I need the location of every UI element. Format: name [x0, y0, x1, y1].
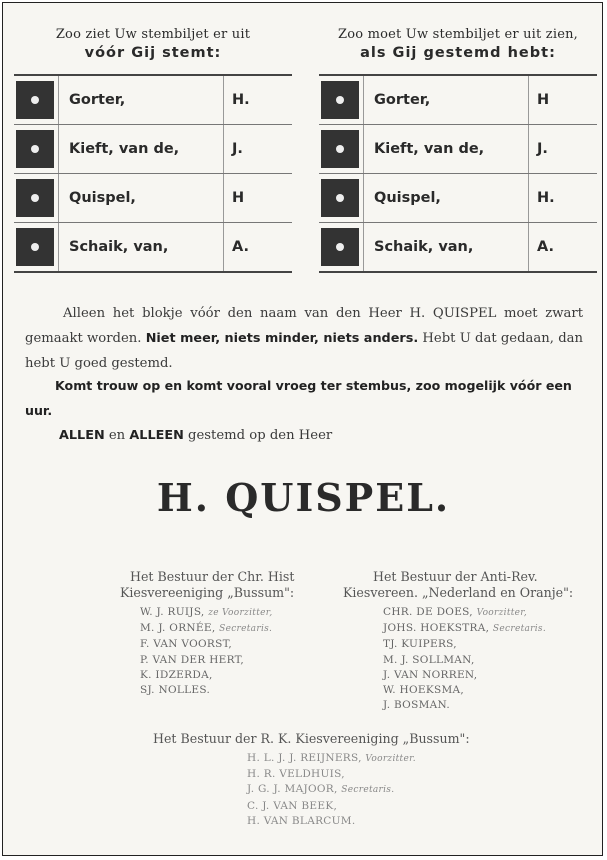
ballot-row	[319, 125, 597, 174]
committee-member: SJ. NOLLES.	[140, 684, 211, 697]
instruction-text: Alleen het blokje vóór den naam van den Heer H. QUISPEL moet zwart gemaakt worden.	[25, 306, 583, 346]
instruction-emphasis: Niet meer, niets minder, niets anders.	[145, 331, 419, 346]
ballot-row	[14, 75, 292, 125]
candidate-name: Quispel,	[364, 174, 529, 223]
vote-line-rest: gestemd op den Heer	[188, 428, 333, 443]
candidate-initial: H	[529, 75, 598, 125]
ballot-after-table	[319, 74, 597, 273]
ballot-row	[14, 174, 292, 223]
committee-heading: Het Bestuur der R. K. Kiesvereeniging „Bussum":	[153, 731, 470, 746]
committee-anti-rev	[343, 569, 603, 713]
committee-member-list	[247, 751, 573, 829]
committee-member: J. VAN NORREN,	[383, 668, 478, 681]
committee-member: JOHS. HOEKSTRA, Secretaris.	[383, 622, 547, 635]
instruction-paragraph	[25, 301, 583, 376]
committee-member: H. R. VELDHUIS,	[247, 768, 345, 781]
ballot-row	[319, 174, 597, 223]
ballot-row	[319, 223, 597, 273]
vote-line-en: en	[108, 428, 126, 443]
committee-member-list	[383, 605, 603, 713]
committee-member-list	[140, 605, 350, 698]
candidate-name: Kieft, van de,	[364, 125, 529, 174]
committee-member: C. J. VAN BEEK,	[247, 799, 338, 812]
committee-heading: Kiesvereeniging „Bussum":	[120, 585, 295, 600]
committee-member: W. HOEKSMA,	[383, 684, 465, 697]
vote-box-icon	[16, 228, 54, 266]
vote-box-icon	[16, 130, 54, 168]
candidate-name: Schaik, van,	[59, 223, 224, 273]
committee-member: J. BOSMAN.	[383, 699, 450, 712]
candidate-name: Kieft, van de,	[59, 125, 224, 174]
ballot-after	[319, 27, 597, 273]
committee-member: M. J. SOLLMAN,	[383, 653, 475, 666]
vote-line-allen: ALLEN	[59, 428, 105, 443]
candidate-headline: H. QUISPEL.	[156, 475, 451, 520]
committee-heading: Kiesvereen. „Nederland en Oranje":	[343, 585, 574, 600]
vote-line-alleen: ALLEEN	[129, 428, 184, 443]
committee-member: CHR. DE DOES, Voorzitter,	[383, 606, 528, 618]
vote-box-icon	[321, 179, 359, 217]
committee-member: W. J. RUIJS, ze Voorzitter,	[140, 606, 273, 618]
committee-member: F. VAN VOORST,	[140, 638, 233, 651]
candidate-initial: A.	[224, 223, 293, 273]
ballot-before	[14, 27, 292, 273]
candidate-initial: J.	[529, 125, 598, 174]
ballot-flyer	[2, 2, 603, 856]
ballot-after-caption-1: Zoo moet Uw stembiljet er uit zien,	[337, 27, 578, 42]
ballot-row	[319, 75, 597, 125]
committee-member: K. IDZERDA,	[140, 668, 213, 681]
committee-chr-hist	[120, 569, 350, 698]
vote-box-icon	[321, 228, 359, 266]
vote-line	[59, 423, 579, 448]
candidate-name: Schaik, van,	[364, 223, 529, 273]
candidate-name: Quispel,	[59, 174, 224, 223]
committee-heading: Het Bestuur der Chr. Hist	[130, 569, 295, 584]
candidate-initial: J.	[224, 125, 293, 174]
vote-box-icon	[321, 81, 359, 119]
ballot-before-caption-1: Zoo ziet Uw stembiljet er uit	[55, 27, 251, 42]
vote-box-icon	[16, 179, 54, 217]
committee-member: J. G. J. MAJOOR, Secretaris.	[247, 783, 395, 796]
committee-member: H. L. J. J. REIJNERS, Voorzitter.	[247, 752, 416, 764]
vote-box-icon	[321, 130, 359, 168]
ballot-after-caption-2: als Gij gestemd hebt:	[360, 45, 556, 61]
ballot-before-caption-2: vóór Gij stemt:	[84, 45, 222, 61]
candidate-initial: A.	[529, 223, 598, 273]
committee-member: M. J. ORNÉE, Secretaris.	[140, 622, 273, 635]
ballot-before-table	[14, 74, 292, 273]
committee-member: TJ. KUIPERS,	[383, 638, 457, 651]
committee-rk	[153, 731, 573, 829]
vote-box-icon	[16, 81, 54, 119]
committee-heading: Het Bestuur der Anti-Rev.	[373, 569, 538, 584]
candidate-initial: H.	[529, 174, 598, 223]
candidate-initial: H.	[224, 75, 293, 125]
instruction-text-end: Hebt U dat gedaan, dan hebt U goed gestemd.	[25, 331, 583, 371]
ballot-row	[14, 223, 292, 273]
committee-member: P. VAN DER HERT,	[140, 653, 245, 666]
committee-member: H. VAN BLARCUM.	[247, 814, 356, 827]
candidate-initial: H	[224, 174, 293, 223]
call-to-vote: Komt trouw op en komt vooral vroeg ter stembus, zoo mogelijk vóór een uur.	[25, 378, 572, 418]
candidate-name: Gorter,	[364, 75, 529, 125]
ballot-row	[14, 125, 292, 174]
candidate-name: Gorter,	[59, 75, 224, 125]
